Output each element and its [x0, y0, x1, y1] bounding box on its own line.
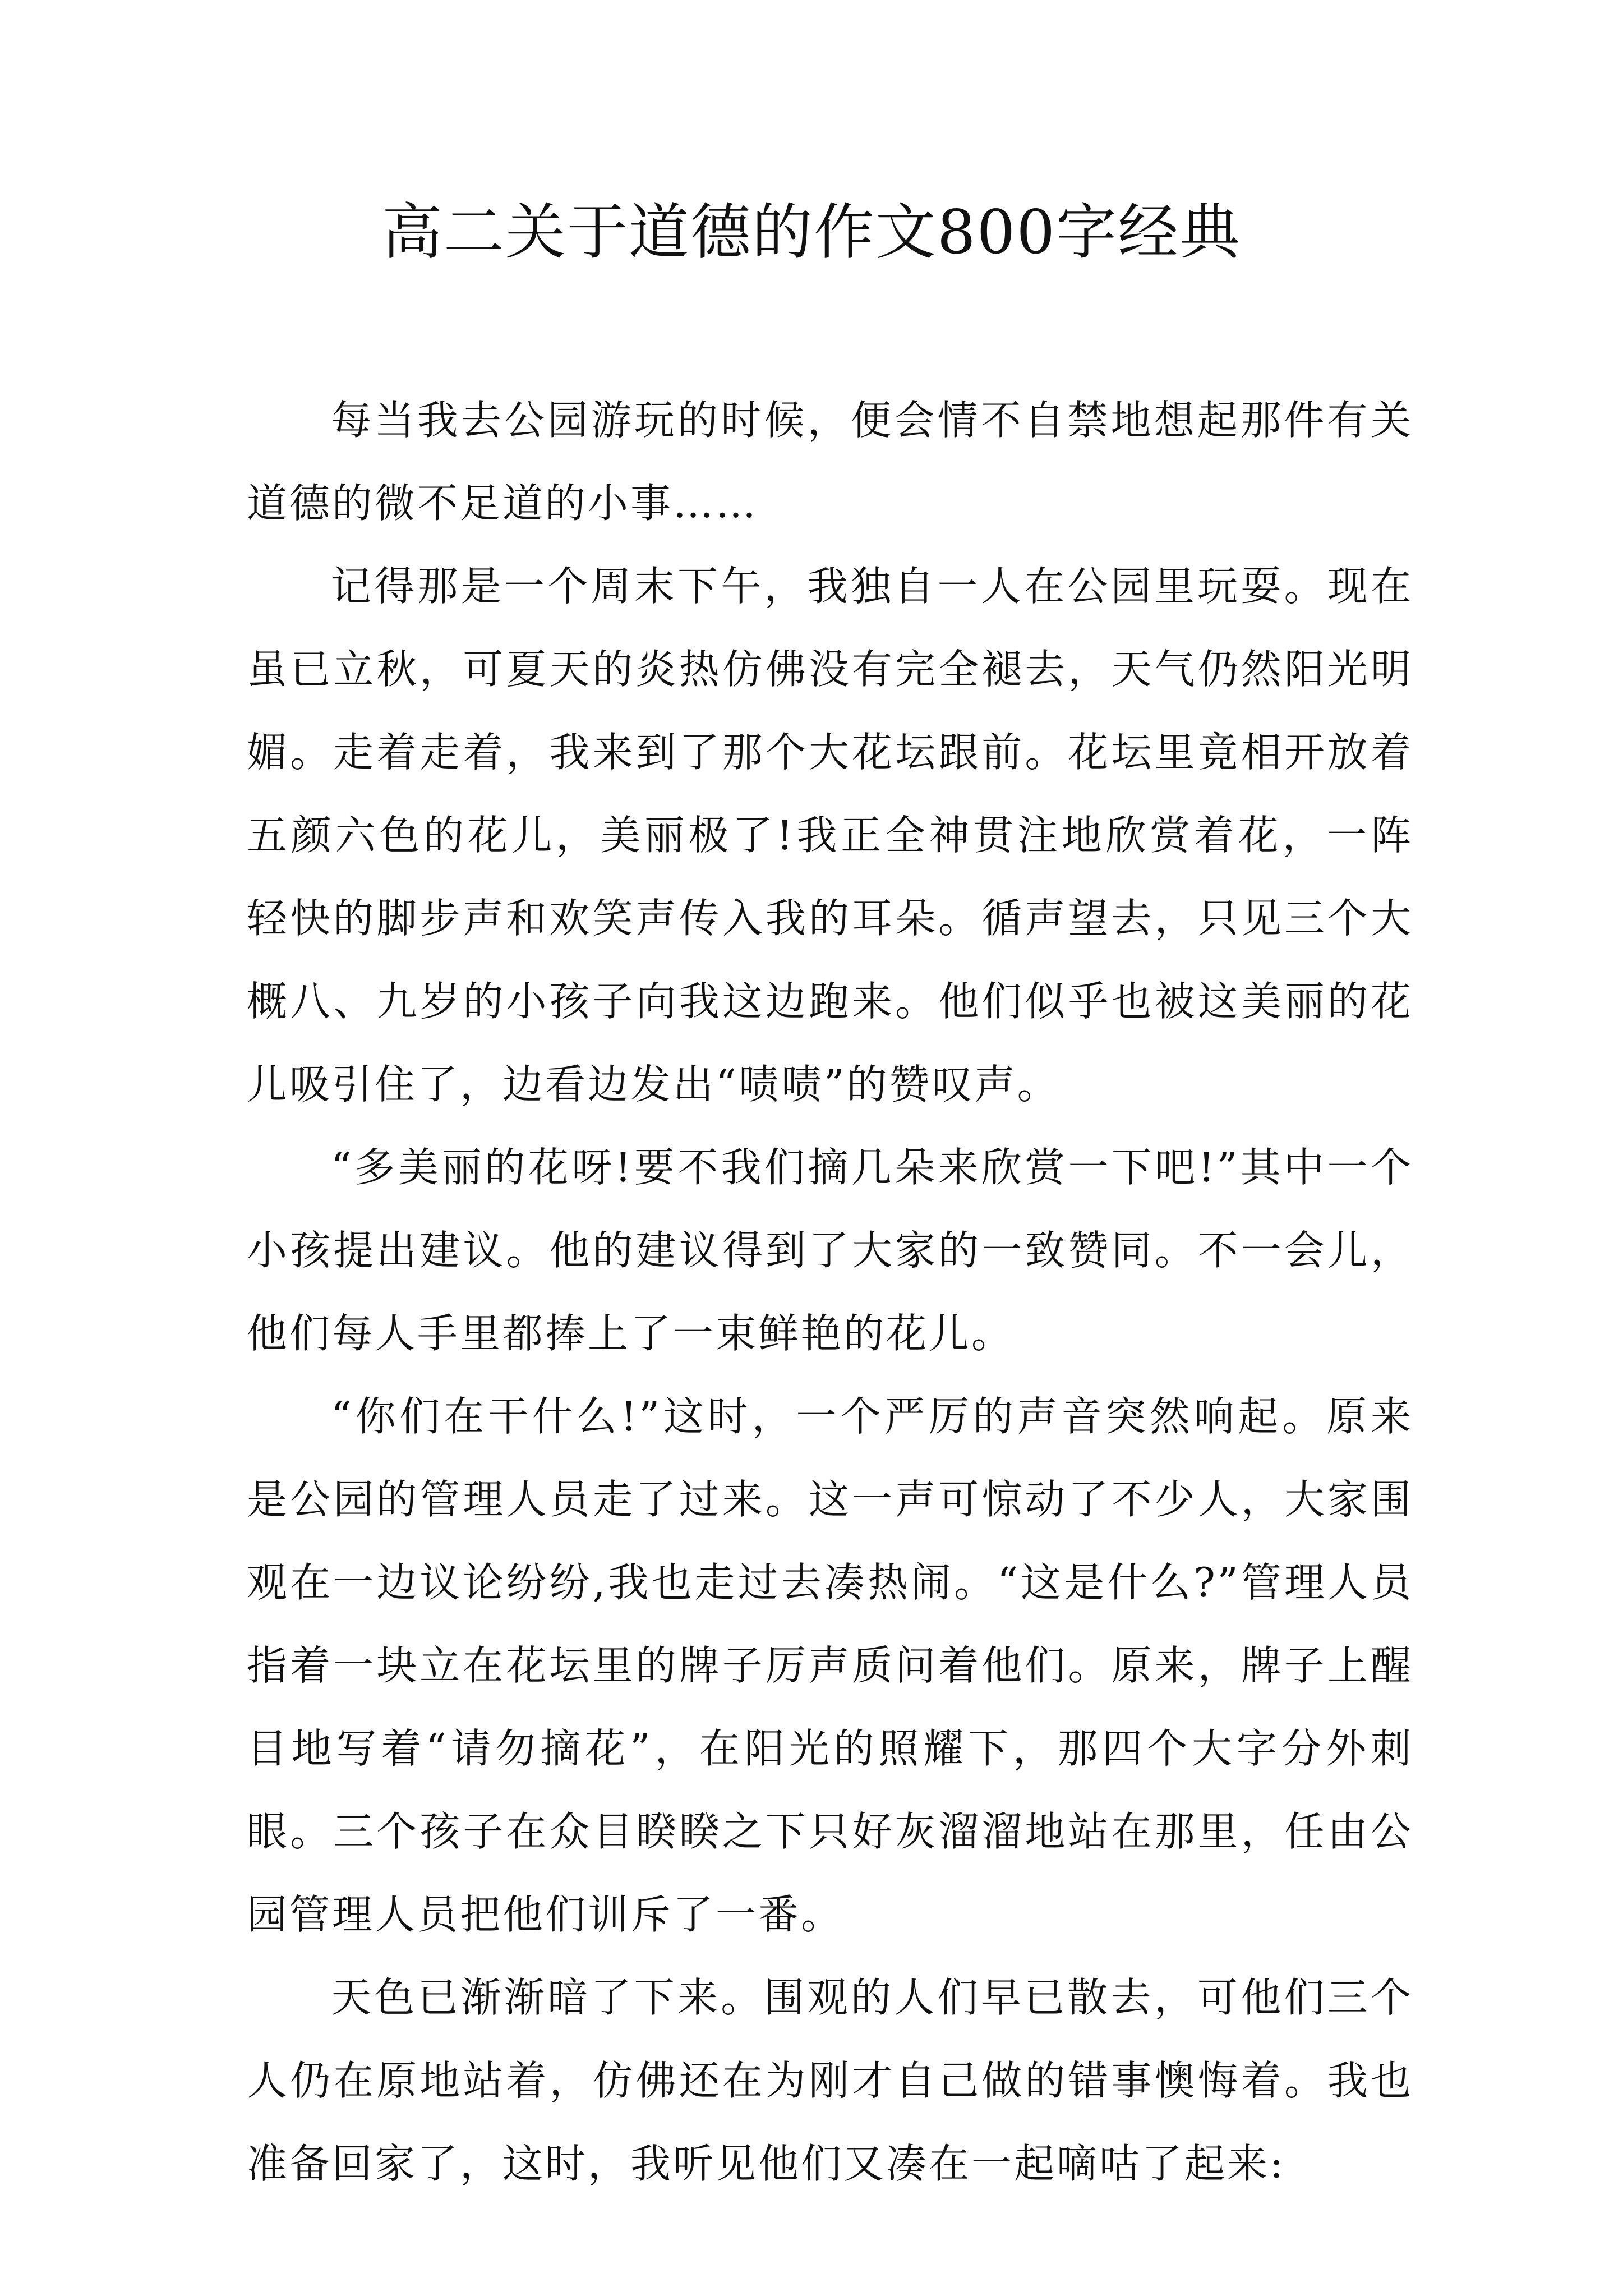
paragraph-5: 天色已渐渐暗了下来。围观的人们早已散去，可他们三个人仍在原地站着，仿佛还在为刚才自己做的错事懊悔着。我也准备回家了，这时，我听见他们又凑在一起嘀咕了起来: [247, 1974, 1413, 2187]
paragraph-4: “你们在干什么!”这时，一个严厉的声音突然响起。原来是公园的管理人员走了过来。这一声可惊动了不少人，大家围观在一边议论纷纷,我也走过去凑热闹。“这是什么?”管理人员指着一块立在花坛里的牌子厉声质问着他们。原来，牌子上醒目地写着“请勿摘花”，在阳光的照耀下，那四个大字分外刺眼。三个孩子在众目睽睽之下只好灰溜溜地站在那里，任由公园管理人员把他们训斥了一番。 [247, 1393, 1413, 1938]
document-title: 高二关于道德的作文800字经典 [381, 197, 1242, 268]
paragraph-1: 每当我去公园游玩的时候，便会情不自禁地想起那件有关道德的微不足道的小事…… [247, 397, 1413, 527]
essay-body [247, 379, 1413, 2205]
paragraph-2: 记得那是一个周末下午，我独自一人在公园里玩耍。现在虽已立秋，可夏天的炎热仿佛没有完全褪去，天气仍然阳光明媚。走着走着，我来到了那个大花坛跟前。花坛里竟相开放着五颜六色的花儿，美丽极了!我正全神贯注地欣赏着花，一阵轻快的脚步声和欢笑声传入我的耳朵。循声望去，只见三个大概八、九岁的小孩子向我这边跑来。他们似乎也被这美丽的花儿吸引住了，边看边发出“啧啧”的赞叹声。 [247, 563, 1413, 1108]
paragraph-3: “多美丽的花呀!要不我们摘几朵来欣赏一下吧!”其中一个小孩提出建议。他的建议得到了大家的一致赞同。不一会儿，他们每人手里都捧上了一束鲜艳的花儿。 [247, 1144, 1413, 1357]
